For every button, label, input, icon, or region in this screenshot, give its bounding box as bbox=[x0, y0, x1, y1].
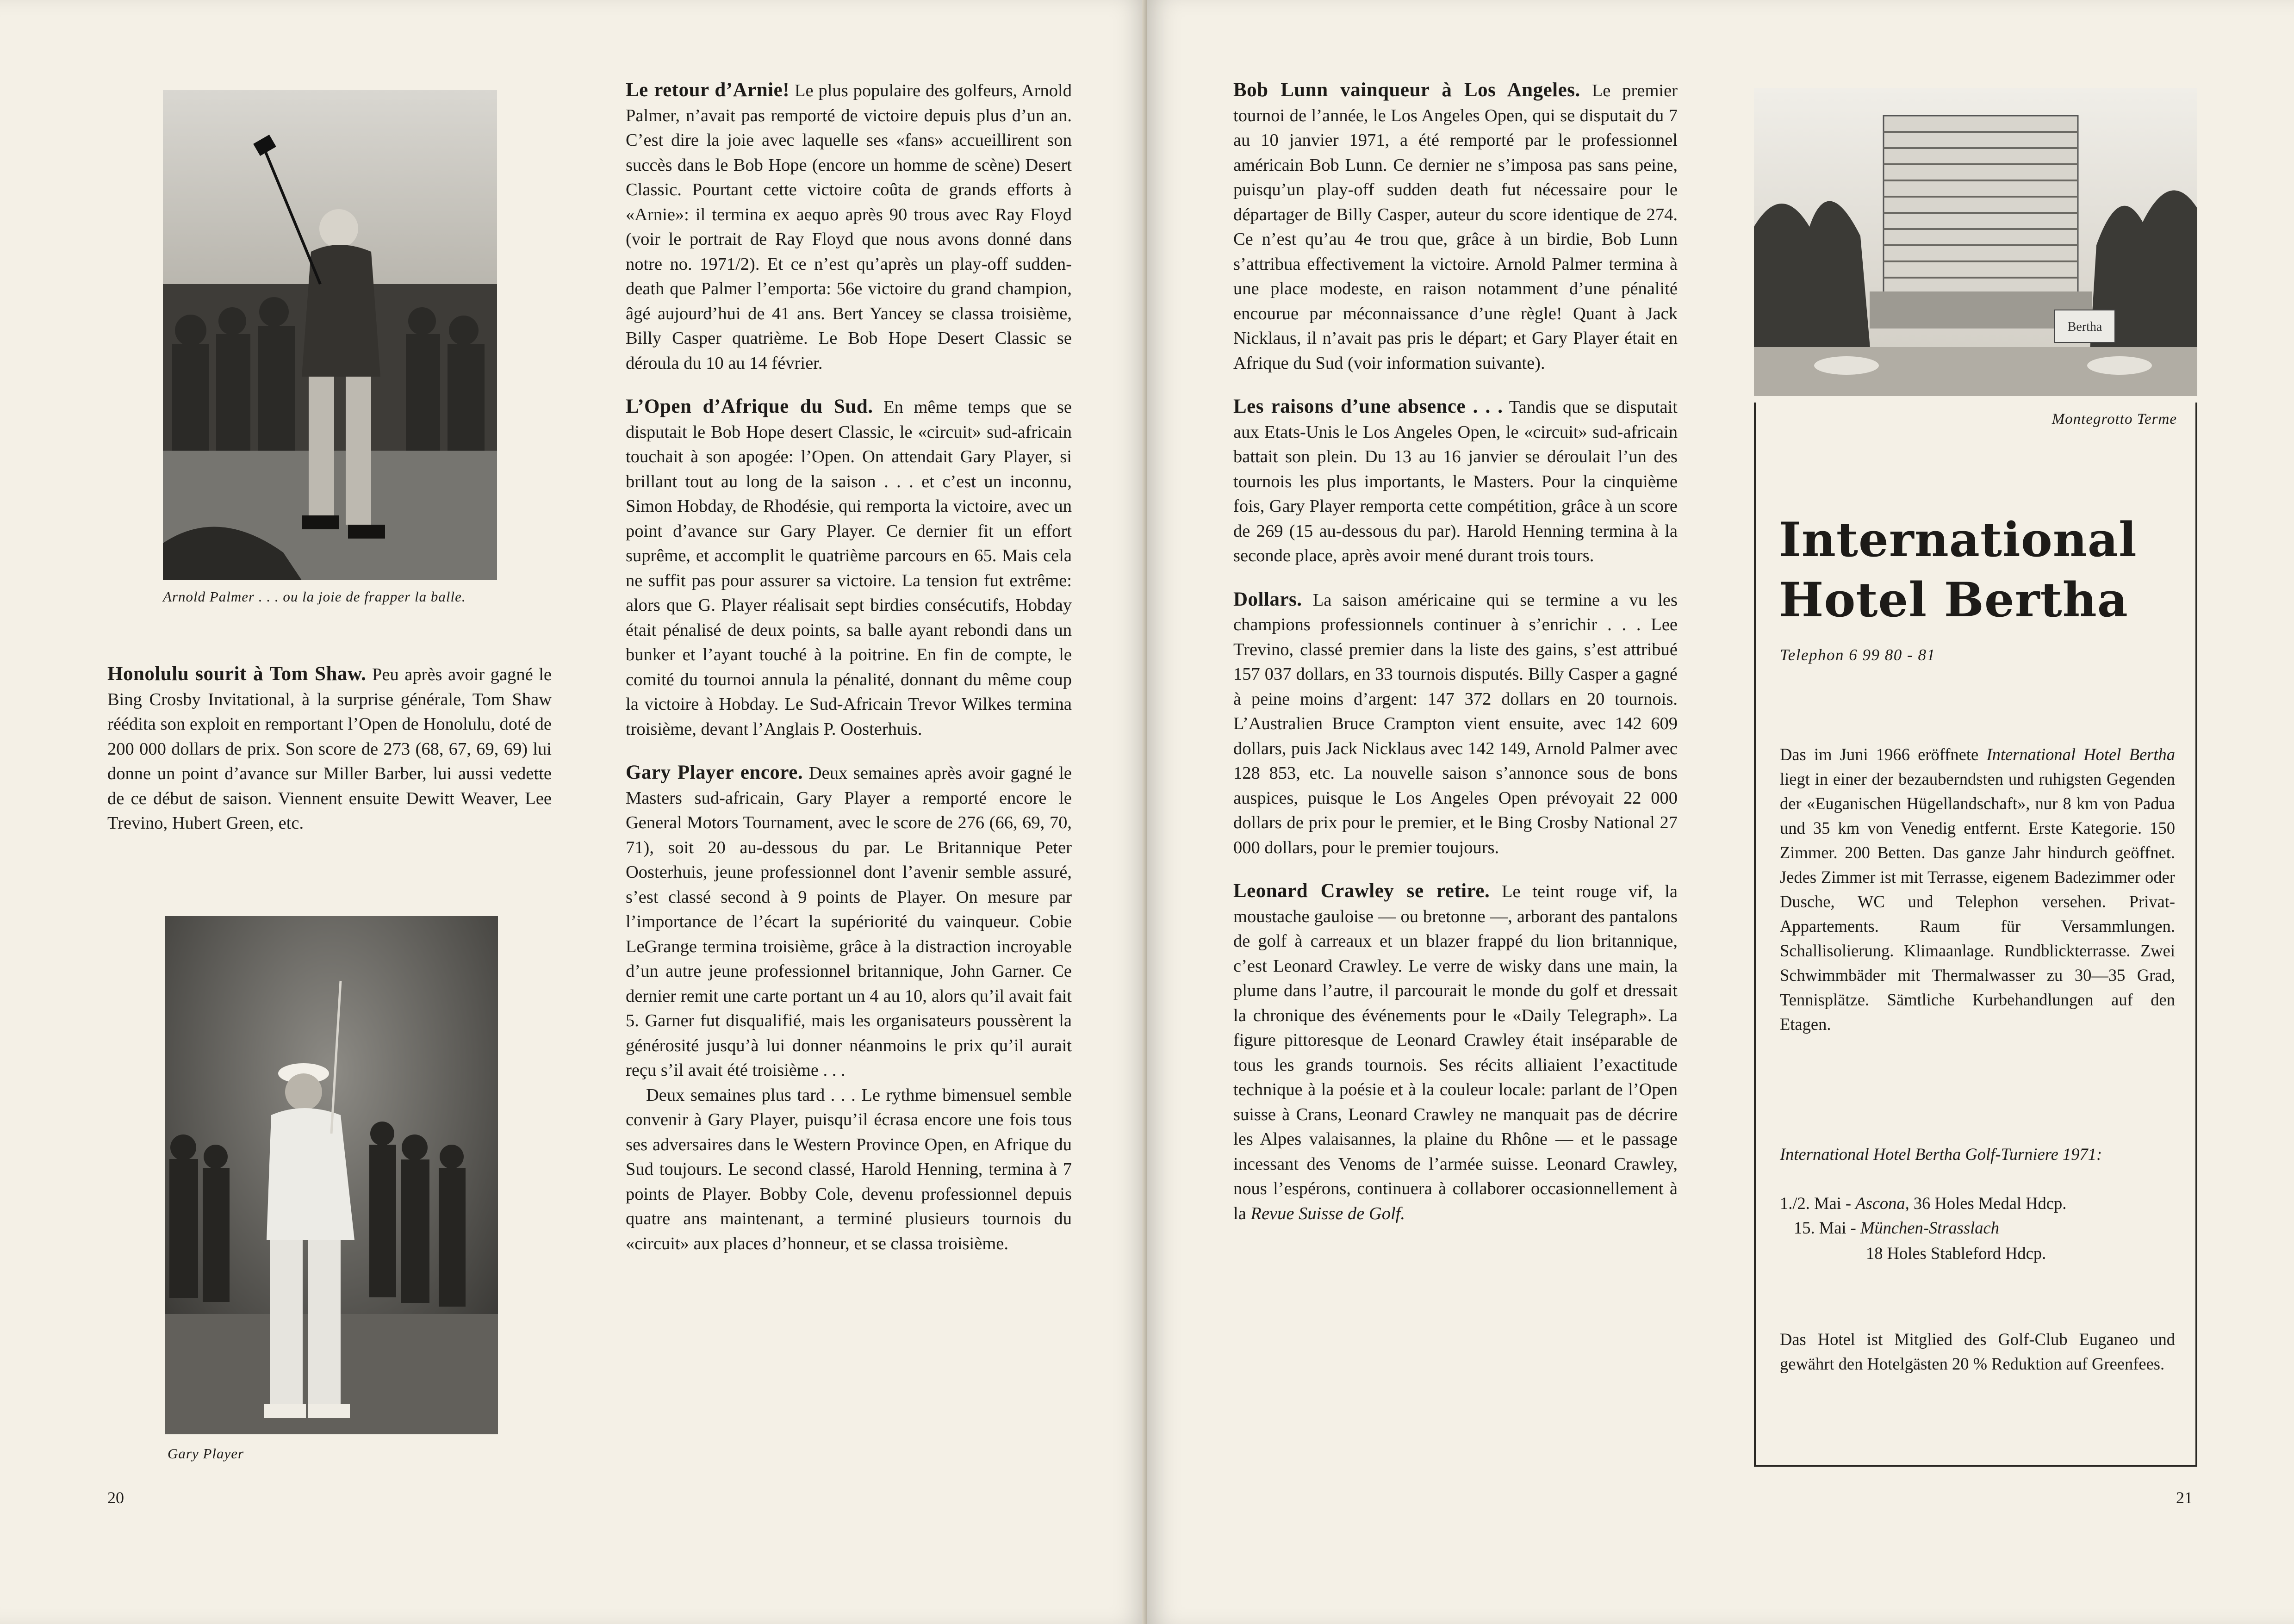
text-bob-lunn: Le premier tournoi de l’année, le Los Angeles Open, qui se disputait du 7 au 10 janvier 1971, a été remporté par le professionnel américain Bob Lunn. Ce dernier ne s’imposa pas sans peine, puisqu’un play-off sudden death fut nécessaire pour le départager de Billy Casper, auteur du score identique de 274. Ce n’est qu’au 4e trou que, grâce à un birdie, Bob Lunn s’attribua effectivement la victoire. Arnold Palmer termina à une place modeste, en raison notamment d’une pénalité encourue par méconnaissance d’une règle! Quant à Jack Nicklaus, il n’avait pas pris le départ; et Gary Player était en Afrique du Sud (voir information suivante). bbox=[1233, 81, 1678, 373]
text-open-afrique: En même temps que se disputait le Bob Hope desert Classic, le «circuit» sud-africain touchait à son apogée: l’Open. On attendait Gary Player, si brillant tout au long de la saison . . . et c’est un inconnu, Simon Hobday, de Rhodésie, qui remporta la victoire, avec un point d’avance sur Gary Player. Ce dernier fit un effort suprême, et accomplit le quatrième parcours en 65. Mais cela ne suffit pas pour assurer sa victoire. La tension fut extrême: alors que G. Player réalisait sept birdies consécutifs, Hobday était pénalisé de deux points, sa balle ayant rebondi dans un bunker et l’ayant touché à la poitrine. En fin de compte, le comité du tournoi annula la pénalité, donnant du même coup la victoire à Hobday. Le Sud-Africain Trevor Wilkes termina troisième, devant l’Anglais P. Oosterhuis. bbox=[626, 397, 1072, 739]
article-open-afrique bbox=[626, 394, 1072, 742]
column-middle bbox=[626, 78, 1072, 1256]
ad-event-muenchen-desc: 18 Holes Stableford Hdcp. bbox=[1866, 1244, 2046, 1263]
ad-body-post: liegt in einer der bezauberndsten und ruhigsten Gegenden der «Euganischen Hügellandschaft», nur 8 km von Padua und 35 km von Venedig entfernt. Erste Kategorie. 150 Zimmer. 200 Betten. Das ganze Jahr hindurch geöffnet. Jedes Zimmer ist mit Terrasse, eigenem Badezimmer oder Dusche, WC und Telephon versehen. Privat-Appartements. Raum für Versammlungen. Schallisolierung. Klimaanlage. Rundblickterrasse. Zwei Schwimmbäder mit Thermalwasser zu 30—35 Grad, Tennisplätze. Sämtliche Kurbehandlungen auf den Etagen. bbox=[1780, 769, 2175, 1034]
article-raisons-absence bbox=[1233, 394, 1678, 569]
ad-event-ascona bbox=[1780, 1191, 2066, 1215]
page-number-right: 21 bbox=[2176, 1488, 2193, 1507]
text-retour-arnie: Le plus populaire des golfeurs, Arnold Palmer, n’avait pas remporté de victoire depuis plus d’un an. C’est dire la joie avec laquelle ses «fans» accueillirent son succès dans le Bob Hope (encore un homme de scène) Desert Classic. Pourtant cette victoire coûta de grands efforts à «Arnie»: il termina ex aequo après 90 trous avec Ray Floyd (voir le portrait de Ray Floyd que nous avons donné dans notre no. 1971/2). Et ce n’est qu’après un play-off sudden-death que Palmer l’emporta: 56e victoire du grand champion, âgé aujourd’hui de 41 ans. Bert Yancey se classa troisième, Billy Casper quatrième. Le Bob Hope Desert Classic se déroula du 10 au 14 février. bbox=[626, 81, 1072, 373]
heading-bob-lunn: Bob Lunn vainqueur à Los Angeles. bbox=[1233, 79, 1580, 101]
ad-event-ascona-desc: 36 Holes Medal Hdcp. bbox=[1913, 1194, 2067, 1213]
ad-title-line1: International bbox=[1779, 512, 2137, 568]
photo-gary-player bbox=[165, 916, 498, 1434]
caption-arnold-palmer: Arnold Palmer . . . ou la joie de frapper la balle. bbox=[163, 589, 466, 605]
text-revue-suisse: Revue Suisse de Golf. bbox=[1250, 1203, 1405, 1223]
photo-gary-player-image bbox=[165, 916, 498, 1434]
text-dollars: La saison américaine qui se termine a vu les champions professionnels continuer à s’enrichir . . . Lee Trevino, classé premier dans la liste des gains, s’est attribué 157 037 dollars, en 33 tournois disputés. Billy Casper a gagné à peine moins d’argent: 147 372 dollars en 20 tournois. L’Australien Bruce Crampton vient ensuite, avec 142 609 dollars, puis Jack Nicklaus avec 142 149, Arnold Palmer avec 128 853, etc. La nouvelle saison s’annonce sous de bons auspices, puisque le Los Angeles Open prévoyait 22 000 dollars de prix pour le premier, et le Bing Crosby National 27 000 dollars, pour le premier toujours. bbox=[1233, 590, 1678, 857]
hotel-sign-text: Bertha bbox=[2067, 320, 2102, 334]
ad-location: Montegrotto Terme bbox=[2052, 411, 2177, 428]
text-raisons-absence: Tandis que se disputait aux Etats-Unis le Los Angeles Open, le «circuit» sud-africain battait son plein. Du 13 au 16 janvier se déroulait l’un des tournois les plus importants, le Masters. Pour la cinquième fois, Gary Player remporta cette compétition, grâce à un score de 269 (15 au-dessous du par). Harold Henning termina à la seconde place, après avoir mené durant trois tours. bbox=[1233, 397, 1678, 565]
column-right-articles bbox=[1233, 78, 1678, 1226]
ad-event-ascona-place: Ascona, bbox=[1855, 1194, 1909, 1213]
heading-dollars: Dollars. bbox=[1233, 588, 1302, 610]
hotel-advertisement bbox=[1754, 403, 2197, 1467]
article-retour-arnie bbox=[626, 78, 1072, 376]
article-gary-player-encore bbox=[626, 760, 1072, 1083]
heading-gary-player-encore: Gary Player encore. bbox=[626, 762, 803, 783]
text-honolulu: Peu après avoir gagné le Bing Crosby Invitational, à la surprise générale, Tom Shaw réédita son exploit en remportant l’Open de Honolulu, doté de 200 000 dollars de prix. Son score de 273 (68, 67, 69, 69) lui donne un point d’avance sur Miller Barber, lui aussi vedette de ce début de saison. Viennent ensuite Dewitt Weaver, Lee Trevino, Hubert Green, etc. bbox=[107, 665, 552, 833]
ad-body-pre: Das im Juni 1966 eröffnete bbox=[1780, 745, 1979, 764]
article-leonard-crawley bbox=[1233, 879, 1678, 1226]
heading-leonard-crawley: Leonard Crawley se retire. bbox=[1233, 880, 1490, 902]
ad-event-muenchen bbox=[1794, 1215, 1999, 1240]
photo-arnold-palmer-image bbox=[163, 90, 497, 580]
photo-hotel-bertha bbox=[1754, 88, 2197, 396]
photo-arnold-palmer bbox=[163, 90, 497, 580]
ad-footer: Das Hotel ist Mitglied des Golf-Club Euganeo und gewährt den Hotelgästen 20 % Reduktion auf Greenfees. bbox=[1780, 1330, 2175, 1373]
article-bob-lunn bbox=[1233, 78, 1678, 376]
ad-event-muenchen-place: München-Strasslach bbox=[1860, 1218, 2000, 1237]
article-honolulu bbox=[107, 662, 552, 836]
ad-tournaments-title: International Hotel Bertha Golf-Turniere 1971: bbox=[1780, 1145, 2102, 1164]
ad-title bbox=[1779, 510, 2186, 630]
article-dollars bbox=[1233, 587, 1678, 861]
page-number-left: 20 bbox=[107, 1488, 124, 1507]
caption-gary-player: Gary Player bbox=[168, 1445, 244, 1462]
text-gary-player-encore: Deux semaines après avoir gagné le Masters sud-africain, Gary Player a remporté encore le General Motors Tournament, avec le score de 276 (66, 69, 70, 71), soit 20 au-dessous du par. Le Britannique Peter Oosterhuis, jeune professionnel dont l’avenir semble assuré, s’est classé second à 9 points de Player. On mesure par l’importance de l’écart la supériorité du vainqueur. Cobie LeGrange termina troisième, grâce à la distraction incroyable d’un autre jeune professionnel britannique, John Garner. Ce dernier remit une carte portant un 4 au 10, alors qu’il avait fait 5. Garner fut disqualifié, mais les organisateurs poussèrent la générosité jusqu’à lui donner néanmoins le prix qu’il aurait reçu s’il avait été troisième . . . bbox=[626, 763, 1072, 1080]
heading-honolulu: Honolulu sourit à Tom Shaw. bbox=[107, 663, 367, 685]
ad-event-muenchen-date: 15. Mai - bbox=[1794, 1218, 1856, 1237]
ad-title-line2: Hotel Bertha bbox=[1779, 572, 2128, 628]
ad-phone: Telephon 6 99 80 - 81 bbox=[1780, 646, 1936, 664]
hotel-building-image bbox=[1754, 88, 2197, 396]
text-leonard-crawley: Le teint rouge vif, la moustache gauloise — ou bretonne —, arborant des pantalons de golf à carreaux et un blazer frappé du lion britannique, c’est Leonard Crawley. Le verre de wisky dans une main, la plume dans l’autre, il parcourait le monde du golf et dressait la chronique des événements pour le «Daily Telegraph». La figure pittoresque de Leonard Crawley était inséparable de tous les grands tournois. Ses récits alliaient l’exactitude technique à la poésie et à la couleur locale: parlant de l’Open suisse à Crans, Leonard Crawley ne manquait pas de décrire les Alpes valaisannes, la plaine du Rhône — et le passage incessant des Venoms de l’armée suisse. Leonard Crawley, nous l’espérons, continuera à collaborer occasionnellement à la bbox=[1233, 882, 1678, 1223]
ad-event-ascona-date: 1./2. Mai - bbox=[1780, 1194, 1852, 1213]
heading-raisons-absence: Les raisons d’une absence . . . bbox=[1233, 396, 1503, 417]
ad-body-hotel-name: International Hotel Bertha bbox=[1986, 745, 2175, 764]
heading-open-afrique: L’Open d’Afrique du Sud. bbox=[626, 396, 873, 417]
heading-retour-arnie: Le retour d’Arnie! bbox=[626, 79, 790, 101]
ad-body bbox=[1780, 742, 2175, 1036]
text-deux-semaines: Deux semaines plus tard . . . Le rythme bimensuel semble convenir à Gary Player, puisqu’il écrasa encore une fois tous ses adversaires dans le Western Province Open, en Afrique du Sud toujours. Le second classé, Harold Henning, termina à 7 points de Player. Bobby Cole, devenu professionnel depuis quatre ans maintenant, a terminé plusieurs tournois du «circuit» aux places d’honneur, et se classa troisième. bbox=[626, 1085, 1072, 1253]
